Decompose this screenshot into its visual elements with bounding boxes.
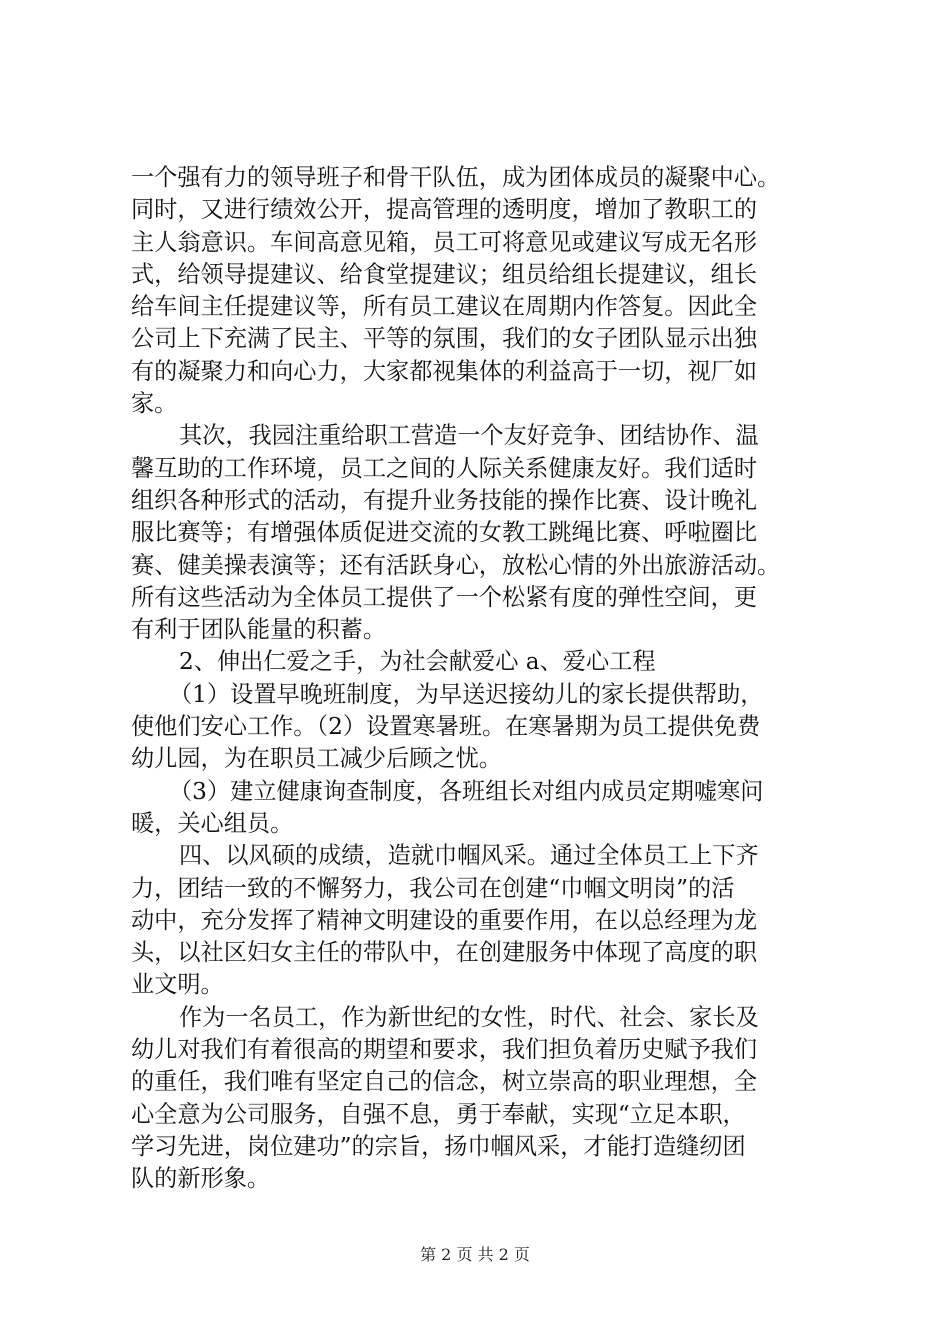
- text-line: 公司上下充满了民主、平等的氛围，我们的女子团队显示出独: [131, 325, 758, 353]
- page-footer: [0, 1245, 950, 1265]
- text-line: （1）设置早晚班制度，为早送迟接幼儿的家长提供帮助，: [169, 680, 764, 708]
- section-heading: 四、以风硕的成绩，造就巾帼风采。通过全体员工上下齐: [179, 842, 759, 870]
- text-line: 所有这些活动为全体员工提供了一个松紧有度的弹性空间，更: [131, 583, 758, 611]
- text-line: 主人翁意识。车间高意见箱，员工可将意见或建议写成无名形: [131, 228, 758, 256]
- text-line: 使他们安心工作。（2）设置寒暑班。在寒暑期为员工提供免费: [131, 713, 761, 741]
- section-heading: 2、伸出仁爱之手，为社会献爱心 a、爱心工程: [179, 648, 656, 676]
- text-line: 家。: [131, 390, 178, 418]
- text-line: 有利于团队能量的积蓄。: [131, 616, 387, 644]
- text-line: 一个强有力的领导班子和骨干队伍，成为团体成员的凝聚中心。: [131, 164, 781, 191]
- text-line: 同时，又进行绩效公开，提高管理的透明度，增加了教职工的: [131, 196, 758, 224]
- text-line: 作为一名员工，作为新世纪的女性，时代、社会、家长及: [179, 1003, 759, 1031]
- text-line: 业文明。: [131, 971, 224, 999]
- text-line: 组织各种形式的活动，有提升业务技能的操作比赛、设计晚礼: [131, 486, 758, 514]
- text-line: 馨互助的工作环境，员工之间的人际关系健康友好。我们适时: [131, 454, 758, 482]
- text-line: 式，给领导提建议、给食堂提建议；组员给组长提建议，组长: [131, 260, 758, 288]
- text-line: 的重任，我们唯有坚定自己的信念，树立崇高的职业理想，全: [131, 1068, 758, 1096]
- text-line: 头，以社区妇女主任的带队中，在创建服务中体现了高度的职: [131, 939, 758, 967]
- text-line: 学习先进，岗位建功”的宗旨，扬巾帼风采，才能打造缝纫团: [131, 1132, 746, 1160]
- text-line: 心全意为公司服务，自强不息，勇于奉献，实现“立足本职，: [131, 1100, 746, 1128]
- text-line: 幼儿对我们有着很高的期望和要求，我们担负着历史赋予我们: [131, 1036, 758, 1064]
- text-line: （3）建立健康询查制度，各班组长对组内成员定期嘘寒问: [169, 777, 764, 805]
- text-line: 服比赛等；有增强体质促进交流的女教工跳绳比赛、呼啦圈比: [131, 519, 758, 547]
- text-line: 队的新形象。: [131, 1165, 271, 1193]
- text-line: 有的凝聚力和向心力，大家都视集体的利益高于一切，视厂如: [131, 357, 758, 385]
- text-line: 力，团结一致的不懈努力，我公司在创建“巾帼文明岗”的活: [131, 874, 735, 902]
- text-line: 其次，我园注重给职工营造一个友好竞争、团结协作、温: [179, 422, 759, 450]
- text-line: 动中，充分发挥了精神文明建设的重要作用，在以总经理为龙: [131, 906, 758, 934]
- text-line: 给车间主任提建议等，所有员工建议在周期内作答复。因此全: [131, 293, 758, 321]
- document-body: [131, 162, 836, 1196]
- page-number: 第 2 页 共 2 页: [420, 1245, 530, 1264]
- text-line: 暖，关心组员。: [131, 809, 294, 837]
- text-line: 赛、健美操表演等；还有活跃身心，放松心情的外出旅游活动。: [131, 551, 781, 579]
- text-line: 幼儿园，为在职员工减少后顾之忧。: [131, 745, 502, 773]
